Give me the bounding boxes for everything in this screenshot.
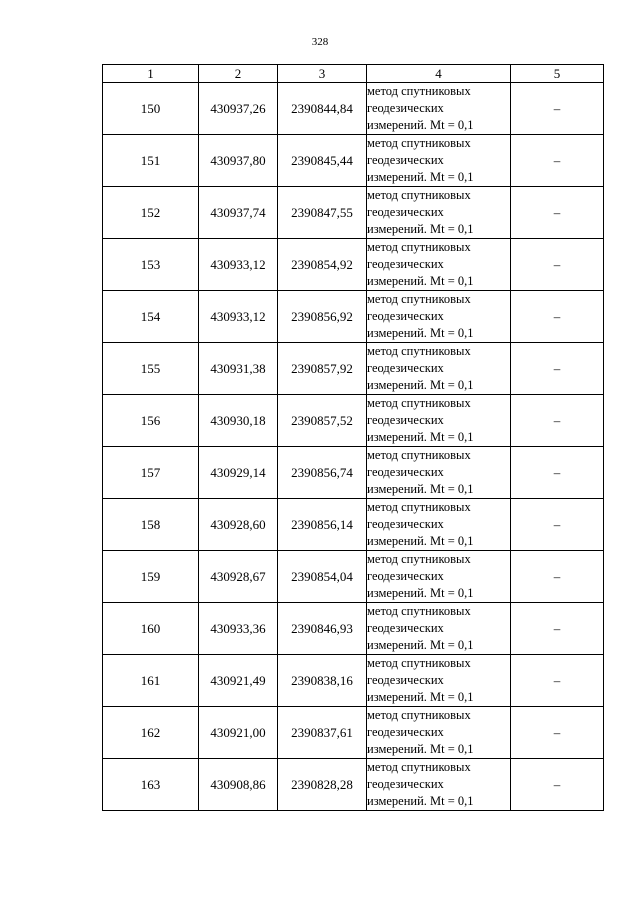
method-text-line: метод спутниковых: [367, 344, 471, 358]
table-row: [103, 707, 604, 759]
table-header: [103, 65, 604, 83]
x-coordinate-cell: 430933,12: [199, 291, 278, 343]
method-cell: [367, 135, 511, 187]
table-row: [103, 239, 604, 291]
x-coordinate-cell: 430929,14: [199, 447, 278, 499]
method-text-line: метод спутниковых: [367, 84, 471, 98]
method-cell: [367, 343, 511, 395]
method-text-line: метод спутниковых: [367, 188, 471, 202]
y-coordinate-cell: 2390837,61: [278, 707, 367, 759]
x-coordinate-cell: 430937,80: [199, 135, 278, 187]
x-coordinate-cell: 430908,86: [199, 759, 278, 811]
method-text-line: геодезических: [367, 777, 444, 791]
method-text-line: метод спутниковых: [367, 604, 471, 618]
method-text-line: геодезических: [367, 361, 444, 375]
method-text-line: измерений. Mt = 0,1: [367, 690, 474, 704]
point-number-cell: 161: [103, 655, 199, 707]
method-cell: [367, 551, 511, 603]
note-cell: –: [511, 343, 604, 395]
method-cell: [367, 499, 511, 551]
y-coordinate-cell: 2390845,44: [278, 135, 367, 187]
method-text-line: измерений. Mt = 0,1: [367, 742, 474, 756]
method-text-line: метод спутниковых: [367, 500, 471, 514]
x-coordinate-cell: 430921,00: [199, 707, 278, 759]
method-text-line: измерений. Mt = 0,1: [367, 274, 474, 288]
note-cell: –: [511, 447, 604, 499]
table-row: [103, 135, 604, 187]
y-coordinate-cell: 2390844,84: [278, 83, 367, 135]
method-text-line: измерений. Mt = 0,1: [367, 794, 474, 808]
table-row: [103, 499, 604, 551]
method-text-line: метод спутниковых: [367, 396, 471, 410]
method-text-line: геодезических: [367, 569, 444, 583]
y-coordinate-cell: 2390854,92: [278, 239, 367, 291]
y-coordinate-cell: 2390857,92: [278, 343, 367, 395]
note-cell: –: [511, 603, 604, 655]
header-col-5: 5: [511, 65, 604, 83]
point-number-cell: 153: [103, 239, 199, 291]
y-coordinate-cell: 2390838,16: [278, 655, 367, 707]
method-text-line: метод спутниковых: [367, 552, 471, 566]
method-text-line: геодезических: [367, 309, 444, 323]
method-text-line: измерений. Mt = 0,1: [367, 378, 474, 392]
method-text-line: измерений. Mt = 0,1: [367, 482, 474, 496]
point-number-cell: 150: [103, 83, 199, 135]
method-text-line: измерений. Mt = 0,1: [367, 170, 474, 184]
point-number-cell: 157: [103, 447, 199, 499]
method-cell: [367, 447, 511, 499]
method-cell: [367, 603, 511, 655]
point-number-cell: 160: [103, 603, 199, 655]
y-coordinate-cell: 2390847,55: [278, 187, 367, 239]
x-coordinate-cell: 430933,36: [199, 603, 278, 655]
x-coordinate-cell: 430928,67: [199, 551, 278, 603]
method-cell: [367, 395, 511, 447]
table-row: [103, 655, 604, 707]
table-row: [103, 395, 604, 447]
x-coordinate-cell: 430933,12: [199, 239, 278, 291]
method-text-line: измерений. Mt = 0,1: [367, 638, 474, 652]
method-cell: [367, 291, 511, 343]
method-text-line: геодезических: [367, 517, 444, 531]
method-text-line: метод спутниковых: [367, 136, 471, 150]
x-coordinate-cell: 430931,38: [199, 343, 278, 395]
method-text-line: геодезических: [367, 413, 444, 427]
method-text-line: измерений. Mt = 0,1: [367, 118, 474, 132]
y-coordinate-cell: 2390856,92: [278, 291, 367, 343]
method-text-line: геодезических: [367, 153, 444, 167]
note-cell: –: [511, 655, 604, 707]
point-number-cell: 158: [103, 499, 199, 551]
method-text-line: геодезических: [367, 673, 444, 687]
method-text-line: геодезических: [367, 725, 444, 739]
table-row: [103, 187, 604, 239]
y-coordinate-cell: 2390856,14: [278, 499, 367, 551]
method-cell: [367, 759, 511, 811]
table-row: [103, 83, 604, 135]
method-text-line: измерений. Mt = 0,1: [367, 222, 474, 236]
x-coordinate-cell: 430928,60: [199, 499, 278, 551]
point-number-cell: 152: [103, 187, 199, 239]
table-row: [103, 447, 604, 499]
method-text-line: метод спутниковых: [367, 760, 471, 774]
method-text-line: метод спутниковых: [367, 448, 471, 462]
method-text-line: измерений. Mt = 0,1: [367, 430, 474, 444]
method-cell: [367, 655, 511, 707]
method-text-line: геодезических: [367, 257, 444, 271]
y-coordinate-cell: 2390854,04: [278, 551, 367, 603]
note-cell: –: [511, 707, 604, 759]
method-text-line: измерений. Mt = 0,1: [367, 326, 474, 340]
method-cell: [367, 83, 511, 135]
table-body: [103, 83, 604, 811]
header-col-3: 3: [278, 65, 367, 83]
header-row: [103, 65, 604, 83]
y-coordinate-cell: 2390828,28: [278, 759, 367, 811]
method-text-line: геодезических: [367, 205, 444, 219]
header-col-2: 2: [199, 65, 278, 83]
note-cell: –: [511, 759, 604, 811]
point-number-cell: 154: [103, 291, 199, 343]
method-text-line: метод спутниковых: [367, 292, 471, 306]
method-cell: [367, 239, 511, 291]
method-text-line: геодезических: [367, 465, 444, 479]
note-cell: –: [511, 395, 604, 447]
x-coordinate-cell: 430937,26: [199, 83, 278, 135]
y-coordinate-cell: 2390846,93: [278, 603, 367, 655]
table-row: [103, 551, 604, 603]
page-number: 328: [311, 36, 329, 48]
table-row: [103, 291, 604, 343]
note-cell: –: [511, 551, 604, 603]
coordinates-table: [102, 64, 604, 811]
y-coordinate-cell: 2390856,74: [278, 447, 367, 499]
note-cell: –: [511, 135, 604, 187]
table-row: [103, 759, 604, 811]
x-coordinate-cell: 430937,74: [199, 187, 278, 239]
point-number-cell: 156: [103, 395, 199, 447]
point-number-cell: 163: [103, 759, 199, 811]
point-number-cell: 162: [103, 707, 199, 759]
note-cell: –: [511, 187, 604, 239]
note-cell: –: [511, 499, 604, 551]
table-row: [103, 343, 604, 395]
method-text-line: метод спутниковых: [367, 656, 471, 670]
method-text-line: измерений. Mt = 0,1: [367, 586, 474, 600]
x-coordinate-cell: 430930,18: [199, 395, 278, 447]
method-text-line: геодезических: [367, 101, 444, 115]
method-cell: [367, 707, 511, 759]
x-coordinate-cell: 430921,49: [199, 655, 278, 707]
header-col-4: 4: [367, 65, 511, 83]
method-text-line: геодезических: [367, 621, 444, 635]
method-cell: [367, 187, 511, 239]
table-row: [103, 603, 604, 655]
method-text-line: метод спутниковых: [367, 240, 471, 254]
header-col-1: 1: [103, 65, 199, 83]
y-coordinate-cell: 2390857,52: [278, 395, 367, 447]
note-cell: –: [511, 291, 604, 343]
point-number-cell: 155: [103, 343, 199, 395]
point-number-cell: 159: [103, 551, 199, 603]
point-number-cell: 151: [103, 135, 199, 187]
method-text-line: метод спутниковых: [367, 708, 471, 722]
method-text-line: измерений. Mt = 0,1: [367, 534, 474, 548]
note-cell: –: [511, 83, 604, 135]
note-cell: –: [511, 239, 604, 291]
